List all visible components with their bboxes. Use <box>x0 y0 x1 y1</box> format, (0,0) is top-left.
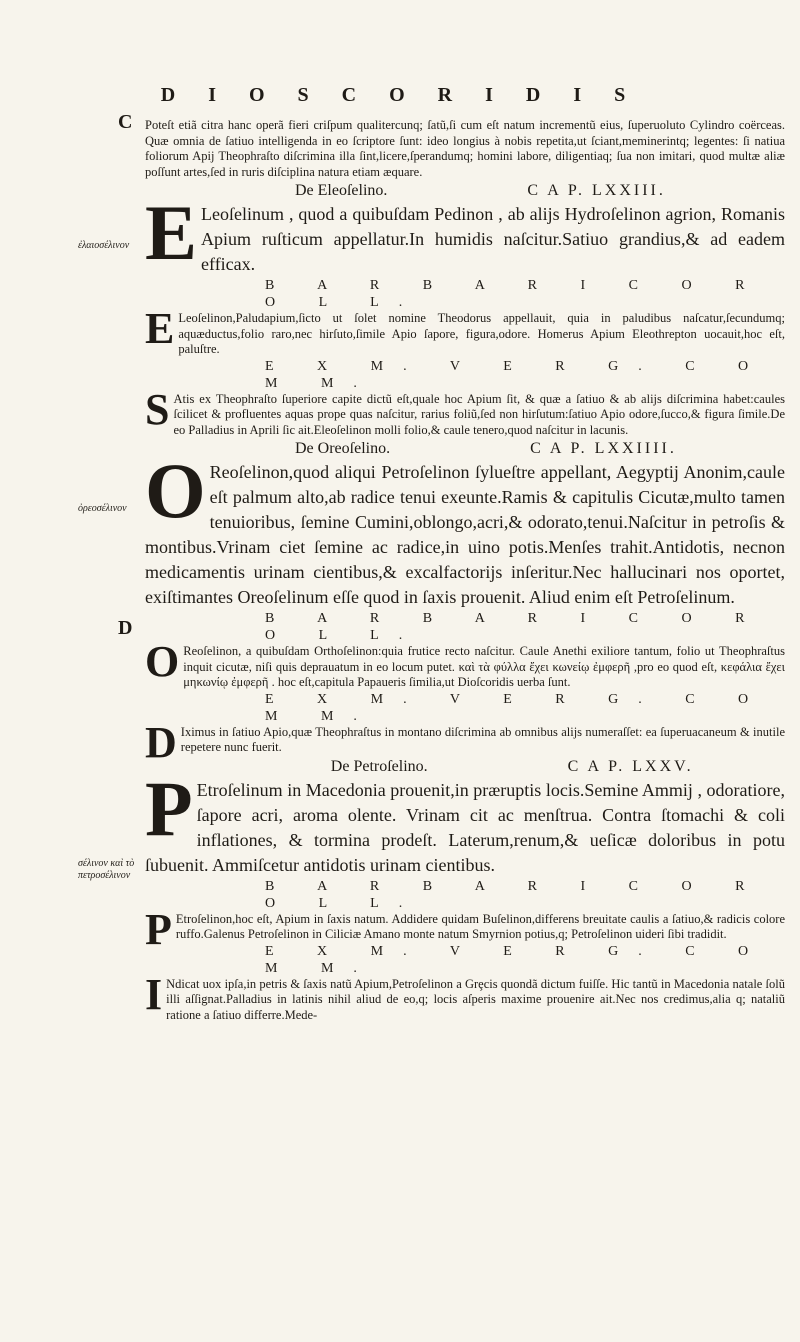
chapter-title: De Eleoſelino. <box>295 182 388 199</box>
chapter-number: C A P. LXXV. <box>567 757 694 775</box>
commentary-heading-barbari: B A R B A R I C O R O L L. <box>265 278 765 310</box>
drop-cap: D <box>145 717 177 767</box>
chapter-title: De Oreoſelino. <box>295 440 391 457</box>
drop-cap: S <box>145 384 170 434</box>
margin-note-greek-3: σέλινον καὶ τὸ πετροσέλινον <box>78 858 135 881</box>
chapter-title: De Petroſelino. <box>330 757 428 775</box>
commentary-barbari-1 <box>145 304 785 358</box>
commentary-heading-barbari: B A R B A R I C O R O L L. <box>265 611 765 643</box>
chapter-number: C A P. LXXIII. <box>527 182 666 199</box>
intro-paragraph: Poteſt etiã citra hanc operã fieri criſpum qualitercunq; ſatũ,ſi cum eſt natum incrementũ eius, ſuperuoluto Cylindro coërceas. Quæ omnia de ſatiuo intelligenda in eo ſcriptore ſunt: ideo longius à nobis repetita,ut ſciant,meminerintq; legentes: ſi natiua foliorum Apij Theophraſto diſcrimina illa ſint,licere,ſperandumq; homini labore, diligentiaq; ſua non imitari, quod multæ aliæ poſſunt artes,ſed in ruris diſciplina natura etiam æquare. <box>145 118 785 179</box>
commentary-heading-verg: E X M. V E R G. C O M M. <box>265 358 769 391</box>
drop-cap: O <box>145 637 180 686</box>
commentary-heading-verg: E X M. V E R G. C O M M. <box>265 691 769 724</box>
chapter-heading-74 <box>145 438 785 460</box>
margin-letter-c: C <box>118 111 133 133</box>
drop-cap: P <box>145 904 172 954</box>
commentary-barbari-2 <box>145 637 785 691</box>
paragraph-text: Leoſelinon,Paludapium,ſicto ut ſolet nomine Theodorus appellauit, quia in paludibus naſcatur,ſecundumq; aquæductus,folio raro,nec hirſuto,ſimile Apio ſapore, figura,odore. Homerus Apium Eleothrepton uocauit,hoc eſt, paluſtre. <box>178 311 785 356</box>
paragraph-text: Reoſelinon,quod aliqui Petroſelinon ſylueſtre appellant, Aegyptij Anonim,caule eſt palmum alto,ab radice tenui exeunte.Ramis & capitulis Cicutæ,multo tamen tenuioribus, ſemine Cumini,oblongo,acri,& odorato,tenui.Naſcitur in petroſis & montibus.Vrinam ciet ſemine ac radice,in uino potis.Menſes trahit.Antidotis, necnon medicamentis urinam cientibus,& excalfactorijs inſeritur.Nec hallucinari nos oportet, exiſtimantes Oreoſelinum eſſe quod in ſaxis prouenit. Aliud enim eſt Petroſelinum. <box>145 462 785 607</box>
drop-cap: E <box>145 304 175 353</box>
chapter-number: C A P. LXXIIII. <box>530 440 677 457</box>
commentary-heading-verg: E X M. V E R G. C O M M. <box>265 943 769 976</box>
margin-letter-d: D <box>118 617 133 639</box>
commentary-verg-1 <box>145 384 785 439</box>
paragraph-text: Leoſelinum , quod a quibuſdam Pedinon , ab alijs Hydroſelinon agrion, Romanis Apium ruſticum appellatur.In humidis naſcitur.Satiuo grandius,& ad eadem efficax. <box>201 204 785 274</box>
paragraph-text: Etroſelinum in Macedonia prouenit,in præruptis locis.Semine Ammij , odoratiore, ſapore acri, aroma olente. Vrinam cit ac menſtrua. Contra ſtomachi & coli inflationes, & tormina prodeſt. Laterum,renum,& ueſicæ doloribus in potu ſubuenit. Ammiſcetur antidotis urinam cientibus. <box>145 779 785 875</box>
paragraph-text: Reoſelinon, a quibuſdam Orthoſelinon:quia frutice recto naſcitur. Caule Anethi exiliore tantum, folio ut Theophraſtus inquit cicutæ, niſi quis deprauatum in eo locum putet. καὶ τὰ φύλλα ἔχει κωνείῳ ἐμφερῆ ,pro eo quod eſt, κεφάλια ἔχει μηκωνίῳ ἐμφερῆ . hoc eſt,capitula Papaueris ſimilia,ut Dioſcoridis uerba ſunt. <box>183 644 785 689</box>
running-head: D I O S C O R I D I S <box>160 84 640 106</box>
paragraph-text: Ndicat uox ipſa,in petris & ſaxis natũ Apium,Petroſelinon a Grȩcis quondã dictum fuiſſe. Hic tantũ in Macedonia natale ſolũ illi aſſignat.Palladius in latinis nihil aliud de eo,q; locis aſperis maxime prouenire ait.Nec nos credimus,alia q; nataliũ ratione a ſatiuo differre.Mede- <box>166 976 785 1022</box>
margin-note-greek-1: ἐλαιοσέλινον <box>78 240 130 251</box>
paragraph-text: Atis ex Theophraſto ſuperiore capite dictũ eſt,quale hoc Apium ſit, & quæ a ſatiuo & ab alijs diſcrimina habet:caules ſcilicet & profluentes aquas prope quas naſcitur, rarius foliũ,ſed non hirſutum:ſatiuo Apio odore,ſucco,& figura ſimile.De eo Palladius in Aprili ſic ait.Eleoſelinon molli folio,& caule tenero,quod naſcitur in lacunis. <box>173 391 785 437</box>
drop-cap: E <box>145 189 198 276</box>
chapter-heading-73 <box>145 180 785 202</box>
paragraph-text: Etroſelinon,hoc eſt, Apium in ſaxis natum. Addidere quidam Buſelinon,differens breuitate caulis a ſatiuo,& radicis colore ruffo.Galenus Petroſelinon in Ciliciæ Amano monte natum Smyrnion potius,q; Petroſelinon uideri ſibi tradidit. <box>175 911 785 941</box>
commentary-barbari-3 <box>145 904 785 954</box>
chapter-heading-75 <box>145 756 785 778</box>
drop-cap: O <box>145 447 206 534</box>
drop-cap: P <box>145 764 193 852</box>
text-column <box>145 118 785 1023</box>
margin-note-greek-2: ὀρεοσέλινον <box>78 503 127 514</box>
drop-cap: I <box>145 969 163 1019</box>
commentary-verg-3 <box>145 969 785 1024</box>
paragraph-text: Iximus in ſatiuo Apio,quæ Theophraſtus in montano diſcrimina ab omnibus alijs numeraſſet: ea ſuperuacaneum & inutile repetere nunc fuerit. <box>180 724 785 754</box>
commentary-heading-barbari: B A R B A R I C O R O L L. <box>265 878 765 911</box>
